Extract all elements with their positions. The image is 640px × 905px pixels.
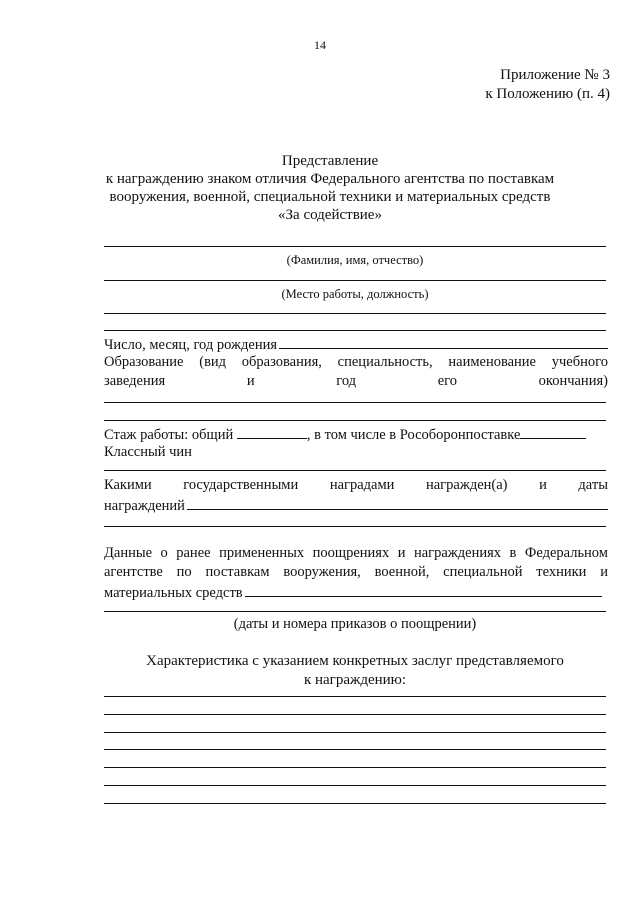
- workplace-caption: (Место работы, должность): [281, 287, 429, 301]
- appendix-line-2: к Положению (п. 4): [485, 86, 610, 102]
- appendix-line-1: Приложение № 3: [500, 67, 610, 83]
- incentives-word: в: [509, 545, 517, 561]
- experience-row: [104, 424, 608, 445]
- incentives-word: специальной: [443, 564, 523, 580]
- class-rank-field-line[interactable]: [104, 470, 606, 471]
- awards-dates-label: награждений: [104, 498, 185, 514]
- title-line-4: «За содействие»: [278, 207, 382, 223]
- workplace-field-line[interactable]: [104, 280, 606, 281]
- experience-total-label: Стаж работы: общий: [104, 427, 234, 443]
- page-number: 14: [314, 38, 326, 52]
- birth-date-label: Число, месяц, год рождения: [104, 337, 278, 353]
- fio-caption: (Фамилия, имя, отчество): [286, 253, 424, 267]
- education-word: окончания): [538, 373, 608, 389]
- characteristic-heading: [100, 652, 610, 690]
- title-line-2: к награждению знаком отличия Федерального агентства по поставкам: [105, 171, 555, 187]
- incentives-line-1: [104, 544, 608, 563]
- fio-field-line[interactable]: [104, 246, 606, 247]
- experience-rosoboron-label: , в том числе в Рособоронпоставке: [306, 427, 521, 443]
- awards-word: и: [539, 477, 547, 493]
- title-line-1: Представление: [281, 153, 379, 169]
- incentives-word: Федеральном: [524, 545, 608, 561]
- incentives-line-3: [104, 582, 602, 603]
- incentives-word: агентстве: [104, 564, 163, 580]
- appendix-reference: [485, 66, 610, 104]
- incentives-line-2: [104, 563, 608, 582]
- education-word: его: [437, 373, 457, 389]
- incentives-word: поставкам: [205, 564, 270, 580]
- education-line-1: [104, 353, 608, 372]
- awards-word: Какими: [104, 477, 152, 493]
- education-word: Образование: [104, 354, 184, 370]
- education-word: заведения: [104, 373, 166, 389]
- education-word: и: [246, 373, 255, 389]
- education-word: учебного: [551, 354, 608, 370]
- awards-line-1: [104, 476, 608, 495]
- awards-field[interactable]: [187, 495, 608, 510]
- title-line-3: вооружения, военной, специальной техники и материальных средств: [109, 189, 551, 205]
- characteristic-field-line[interactable]: [104, 749, 606, 750]
- class-rank-label: Классный чин: [104, 444, 192, 460]
- education-word: специальность,: [337, 354, 433, 370]
- characteristic-line-1: Характеристика с указанием конкретных заслуг представляемого: [146, 653, 564, 669]
- experience-total-field[interactable]: [237, 424, 307, 439]
- awards-word: государственными: [183, 477, 299, 493]
- incentives-word: ранее: [176, 545, 211, 561]
- characteristic-field-line[interactable]: [104, 696, 606, 697]
- birth-date-row: [104, 334, 608, 355]
- awards-word: даты: [578, 477, 608, 493]
- incentives-word: поощрениях: [312, 545, 390, 561]
- education-field-line-2[interactable]: [104, 420, 606, 421]
- awards-field-line[interactable]: [104, 526, 606, 527]
- incentives-word: и: [600, 564, 608, 580]
- awards-word: награжден(а): [425, 477, 508, 493]
- workplace-extra-line-2[interactable]: [104, 330, 606, 331]
- incentives-word: и: [397, 545, 406, 561]
- characteristic-field-line[interactable]: [104, 714, 606, 715]
- awards-word: наградами: [329, 477, 395, 493]
- education-word: (вид: [199, 354, 227, 370]
- birth-date-field[interactable]: [279, 334, 608, 349]
- experience-rosoboron-field[interactable]: [520, 424, 586, 439]
- incentives-word: примененных: [219, 545, 305, 561]
- incentives-word: Данные: [104, 545, 153, 561]
- education-word: год: [336, 373, 357, 389]
- characteristic-field-line[interactable]: [104, 803, 606, 804]
- incentives-material-label: материальных средств: [104, 585, 243, 601]
- document-title: [100, 152, 560, 224]
- awards-line-2: [104, 495, 608, 516]
- incentives-word: вооружения,: [283, 564, 361, 580]
- incentives-field-line[interactable]: [104, 611, 606, 612]
- education-word: образования,: [241, 354, 322, 370]
- characteristic-field-line[interactable]: [104, 785, 606, 786]
- orders-caption: (даты и номера приказов о поощрении): [233, 616, 477, 632]
- education-line-2: [104, 372, 608, 391]
- incentives-word: по: [176, 564, 192, 580]
- workplace-extra-line-1[interactable]: [104, 313, 606, 314]
- education-field-line-1[interactable]: [104, 402, 606, 403]
- characteristic-field-line[interactable]: [104, 767, 606, 768]
- incentives-word: о: [160, 545, 168, 561]
- incentives-word: награждениях: [413, 545, 502, 561]
- education-word: наименование: [448, 354, 536, 370]
- characteristic-line-2: к награждению:: [303, 672, 407, 688]
- incentives-word: военной,: [374, 564, 430, 580]
- incentives-word: техники: [536, 564, 587, 580]
- incentives-field[interactable]: [245, 582, 602, 597]
- characteristic-field-line[interactable]: [104, 732, 606, 733]
